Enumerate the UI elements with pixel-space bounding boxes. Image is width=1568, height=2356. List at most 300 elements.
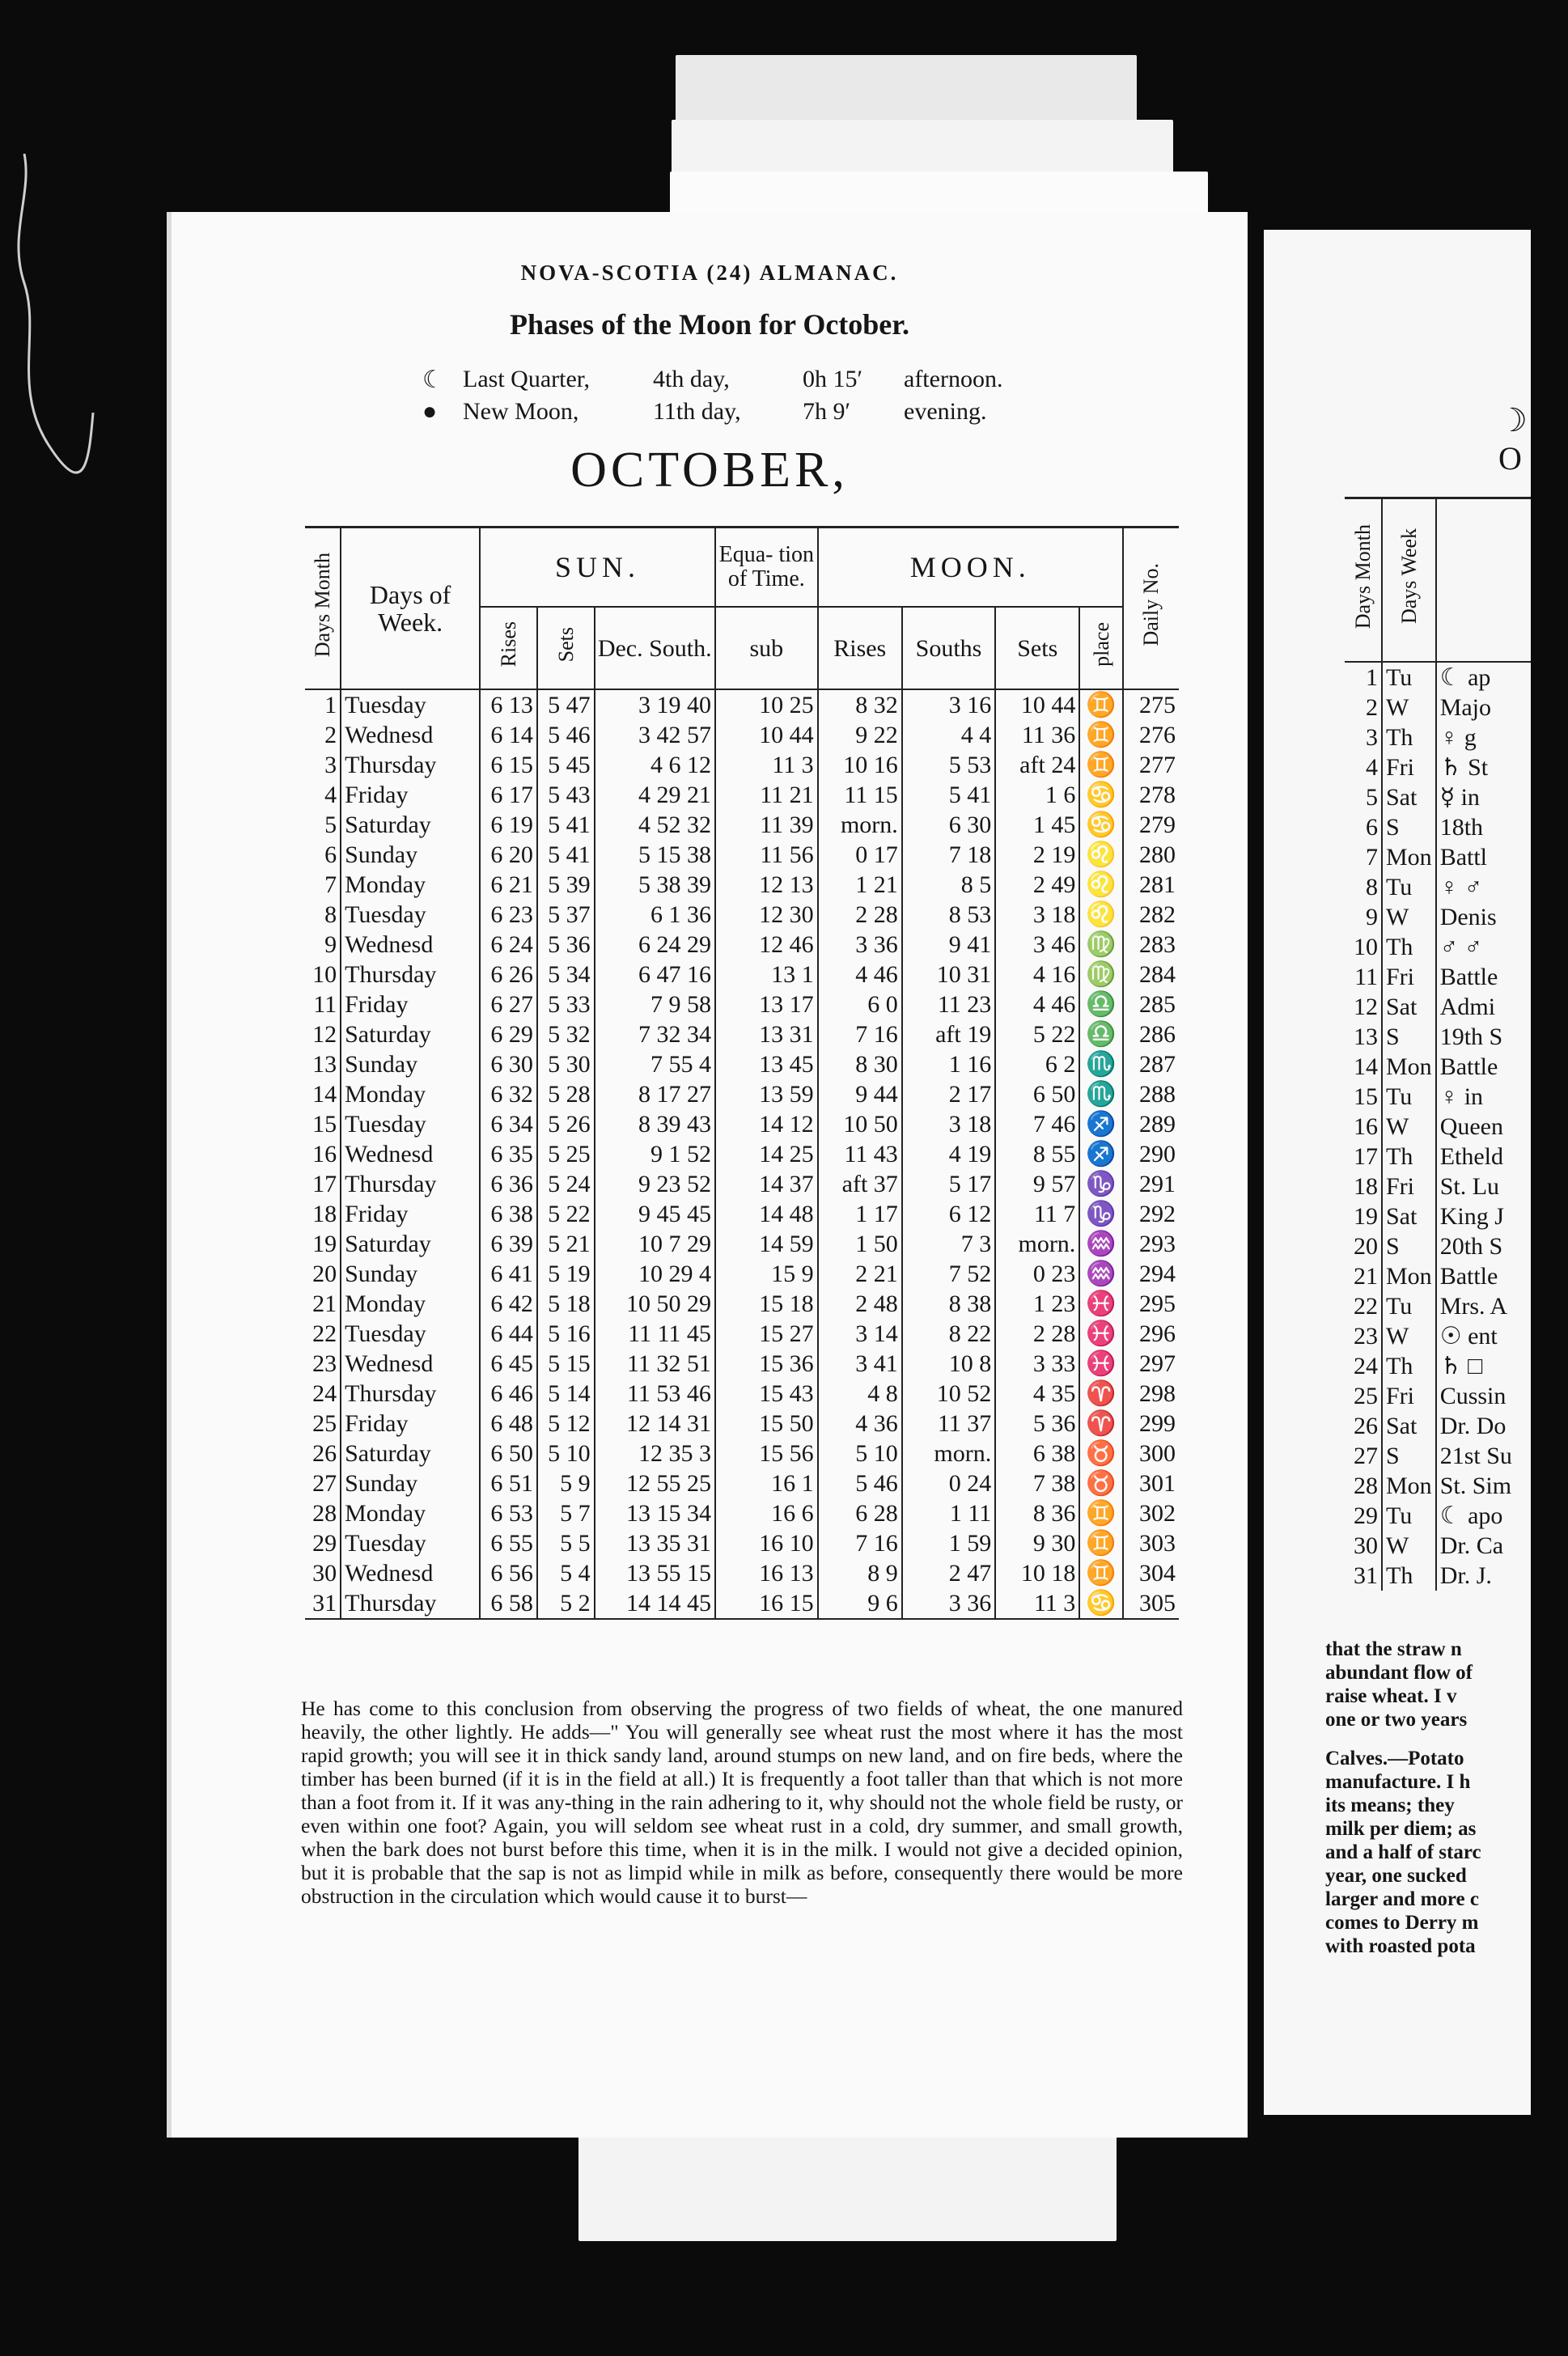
moon-souths: 8 22	[902, 1319, 995, 1349]
day-number: 11	[313, 991, 337, 1018]
adjacent-event: ☾ ap	[1436, 662, 1531, 693]
sun-sets: 5 16	[537, 1319, 595, 1349]
declination: 9 45 45	[595, 1199, 715, 1229]
table-row	[305, 1259, 1179, 1289]
sun-sets: 5 22	[537, 1199, 595, 1229]
page-tab-bottom	[578, 2136, 1117, 2241]
adjacent-event: Cussin	[1436, 1381, 1531, 1411]
moon-rises: 1 21	[818, 870, 902, 900]
declination: 7 55 4	[595, 1049, 715, 1079]
adjacent-text-b	[1325, 1747, 1568, 1958]
adjacent-day-number: 15	[1354, 1083, 1378, 1110]
sun-rises: 6 29	[480, 1019, 537, 1049]
table-row	[1345, 1172, 1531, 1201]
moon-sets: 6 38	[995, 1439, 1079, 1468]
almanac-header: NOVA-SCOTIA (24) ALMANAC.	[520, 261, 899, 285]
adjacent-day-number: 28	[1354, 1472, 1378, 1499]
moon-sets: 5 36	[995, 1409, 1079, 1439]
sun-sets: 5 21	[537, 1229, 595, 1259]
adjacent-event: Battle	[1436, 1052, 1531, 1082]
daily-number: 291	[1123, 1169, 1179, 1199]
daily-number: 279	[1123, 810, 1179, 840]
moon-place: ♓	[1079, 1319, 1123, 1349]
equation-time: 13 45	[715, 1049, 818, 1079]
moon-sets: 3 46	[995, 930, 1079, 960]
sun-rises: 6 56	[480, 1558, 537, 1588]
sun-rises: 6 13	[480, 689, 537, 720]
table-row	[1345, 992, 1531, 1022]
daily-number: 288	[1123, 1079, 1179, 1109]
adjacent-day-number: 5	[1366, 784, 1378, 811]
sun-rises: 6 46	[480, 1379, 537, 1409]
header-rises: Rises	[480, 607, 537, 689]
adjacent-day-of-week: Tu	[1382, 1291, 1436, 1321]
moon-rises: 8 32	[818, 689, 902, 720]
equation-time: 15 36	[715, 1349, 818, 1379]
adjacent-event: Queen	[1436, 1112, 1531, 1142]
equation-time: 16 1	[715, 1468, 818, 1498]
moon-souths: 5 41	[902, 780, 995, 810]
text-line: that the straw n	[1325, 1638, 1462, 1660]
adjacent-day-number: 26	[1354, 1413, 1378, 1439]
day-of-week: Saturday	[341, 1439, 480, 1468]
moon-rises: 9 22	[818, 720, 902, 750]
moon-souths: morn.	[902, 1439, 995, 1468]
sun-sets: 5 25	[537, 1139, 595, 1169]
moon-souths: 8 5	[902, 870, 995, 900]
sun-sets: 5 19	[537, 1259, 595, 1289]
almanac-page	[172, 212, 1248, 2138]
equation-time: 15 9	[715, 1259, 818, 1289]
day-number: 25	[312, 1410, 337, 1437]
header-sub: sub	[715, 607, 818, 689]
adjacent-event: 20th S	[1436, 1231, 1531, 1261]
day-of-week: Saturday	[341, 810, 480, 840]
day-of-week: Friday	[341, 989, 480, 1019]
table-row	[305, 1468, 1179, 1498]
adjacent-day-of-week: Tu	[1382, 1501, 1436, 1531]
declination: 9 1 52	[595, 1139, 715, 1169]
day-of-week: Tuesday	[341, 1109, 480, 1139]
page-tab-top	[676, 55, 1137, 128]
sun-rises: 6 27	[480, 989, 537, 1019]
daily-number: 283	[1123, 930, 1179, 960]
adjacent-day-of-week: Tu	[1382, 662, 1436, 693]
moon-souths: 10 52	[902, 1379, 995, 1409]
daily-number: 294	[1123, 1259, 1179, 1289]
table-row	[305, 1498, 1179, 1528]
table-row	[305, 989, 1179, 1019]
daily-number: 297	[1123, 1349, 1179, 1379]
moon-sets: 4 35	[995, 1379, 1079, 1409]
moon-souths: aft 19	[902, 1019, 995, 1049]
table-row	[1345, 1471, 1531, 1501]
table-row	[1345, 662, 1531, 693]
moon-sets: 5 22	[995, 1019, 1079, 1049]
phase-day: 11th day,	[653, 398, 741, 425]
adjacent-event: St. Sim	[1436, 1471, 1531, 1501]
moon-rises: 0 17	[818, 840, 902, 870]
declination: 10 50 29	[595, 1289, 715, 1319]
adjacent-day-number: 24	[1354, 1353, 1378, 1379]
day-of-week: Monday	[341, 1289, 480, 1319]
equation-time: 12 30	[715, 900, 818, 930]
day-of-week: Tuesday	[341, 1528, 480, 1558]
equation-time: 13 1	[715, 960, 818, 989]
text-line: Calves.—Potato	[1325, 1748, 1464, 1769]
adjacent-day-of-week: Tu	[1382, 1082, 1436, 1112]
adjacent-day-of-week: Mon	[1382, 1261, 1436, 1291]
equation-time: 14 12	[715, 1109, 818, 1139]
day-number: 4	[324, 782, 337, 808]
daily-number: 285	[1123, 989, 1179, 1019]
moon-rises: 2 48	[818, 1289, 902, 1319]
moon-souths: 7 18	[902, 840, 995, 870]
adjacent-day-number: 1	[1366, 664, 1378, 691]
table-row	[305, 1588, 1179, 1619]
moon-rises: 2 28	[818, 900, 902, 930]
sun-rises: 6 30	[480, 1049, 537, 1079]
sun-sets: 5 14	[537, 1379, 595, 1409]
adjacent-day-of-week: Sat	[1382, 992, 1436, 1022]
moon-sets: 2 19	[995, 840, 1079, 870]
table-row	[1345, 842, 1531, 872]
sun-rises: 6 19	[480, 810, 537, 840]
moon-sets: 8 36	[995, 1498, 1079, 1528]
moon-rises: 11 15	[818, 780, 902, 810]
moon-place: ♓	[1079, 1289, 1123, 1319]
adjacent-day-of-week: Mon	[1382, 1052, 1436, 1082]
moon-rises: 3 36	[818, 930, 902, 960]
moon-souths: 7 52	[902, 1259, 995, 1289]
moon-rises: 11 43	[818, 1139, 902, 1169]
table-row	[305, 840, 1179, 870]
moon-souths: 8 38	[902, 1289, 995, 1319]
declination: 6 24 29	[595, 930, 715, 960]
daily-number: 305	[1123, 1588, 1179, 1619]
sun-rises: 6 32	[480, 1079, 537, 1109]
day-number: 16	[312, 1141, 337, 1167]
daily-number: 304	[1123, 1558, 1179, 1588]
adjacent-day-number: 20	[1354, 1233, 1378, 1260]
day-of-week: Tuesday	[341, 1319, 480, 1349]
adjacent-day-of-week: Sat	[1382, 1201, 1436, 1231]
table-row	[305, 1049, 1179, 1079]
moon-rises: morn.	[818, 810, 902, 840]
equation-time: 11 21	[715, 780, 818, 810]
table-row	[305, 1409, 1179, 1439]
table-row	[1345, 1561, 1531, 1591]
moon-sets: 6 50	[995, 1079, 1079, 1109]
moon-souths: 2 17	[902, 1079, 995, 1109]
table-row	[1345, 932, 1531, 962]
day-of-week: Tuesday	[341, 689, 480, 720]
day-of-week: Monday	[341, 1079, 480, 1109]
sun-rises: 6 58	[480, 1588, 537, 1619]
adjacent-day-number: 27	[1354, 1443, 1378, 1469]
month-title: OCTOBER,	[570, 443, 849, 498]
sun-rises: 6 44	[480, 1319, 537, 1349]
adjacent-day-number: 29	[1354, 1502, 1378, 1529]
day-number: 23	[312, 1350, 337, 1377]
moon-place: ♋	[1079, 1588, 1123, 1619]
sun-sets: 5 7	[537, 1498, 595, 1528]
adjacent-text-a	[1325, 1638, 1568, 1731]
adjacent-event: King J	[1436, 1201, 1531, 1231]
table-row	[1345, 1381, 1531, 1411]
day-of-week: Friday	[341, 780, 480, 810]
equation-time: 15 43	[715, 1379, 818, 1409]
adjacent-day-of-week: S	[1382, 1231, 1436, 1261]
table-row	[305, 1289, 1179, 1319]
moon-sets: morn.	[995, 1229, 1079, 1259]
adjacent-day-number: 13	[1354, 1023, 1378, 1050]
adjacent-day-of-week: W	[1382, 1531, 1436, 1561]
table-row	[305, 1109, 1179, 1139]
moon-place: ♐	[1079, 1139, 1123, 1169]
adjacent-header-events	[1436, 498, 1531, 663]
day-of-week: Sunday	[341, 1049, 480, 1079]
adjacent-day-of-week: Th	[1382, 1351, 1436, 1381]
equation-time: 11 56	[715, 840, 818, 870]
sun-rises: 6 41	[480, 1259, 537, 1289]
phases-title: Phases of the Moon for October.	[510, 308, 909, 341]
table-row	[1345, 1082, 1531, 1112]
day-of-week: Thursday	[341, 1169, 480, 1199]
table-row	[1345, 1261, 1531, 1291]
table-row	[1345, 1501, 1531, 1531]
moon-sets: 9 30	[995, 1528, 1079, 1558]
phase-time: 0h 15′	[803, 366, 863, 392]
adjacent-day-of-week: W	[1382, 902, 1436, 932]
header-place: place	[1079, 607, 1123, 689]
table-row	[305, 900, 1179, 930]
moon-souths: 11 23	[902, 989, 995, 1019]
moon-sets: aft 24	[995, 750, 1079, 780]
daily-number: 277	[1123, 750, 1179, 780]
table-row	[1345, 1351, 1531, 1381]
adjacent-day-of-week: Fri	[1382, 1172, 1436, 1201]
moon-sets: 7 46	[995, 1109, 1079, 1139]
table-row	[305, 1558, 1179, 1588]
table-row	[1345, 1411, 1531, 1441]
daily-number: 298	[1123, 1379, 1179, 1409]
header-days-week: Days of Week.	[341, 528, 480, 690]
moon-place: ♊	[1079, 1498, 1123, 1528]
moon-sets: 11 3	[995, 1588, 1079, 1619]
day-number: 17	[312, 1171, 337, 1197]
equation-time: 11 39	[715, 810, 818, 840]
moon-place: ♎	[1079, 1019, 1123, 1049]
phase-time: 7h 9′	[803, 398, 851, 425]
moon-place: ♌	[1079, 870, 1123, 900]
moon-place: ♉	[1079, 1468, 1123, 1498]
declination: 6 47 16	[595, 960, 715, 989]
moon-place: ♏	[1079, 1079, 1123, 1109]
table-row	[305, 1139, 1179, 1169]
sun-rises: 6 23	[480, 900, 537, 930]
adjacent-header-days-week: Days Week	[1382, 498, 1436, 663]
adjacent-day-number: 10	[1354, 934, 1378, 960]
moon-souths: 10 8	[902, 1349, 995, 1379]
sun-sets: 5 33	[537, 989, 595, 1019]
adjacent-event: Denis	[1436, 902, 1531, 932]
adjacent-event: ♀ g	[1436, 722, 1531, 752]
sun-sets: 5 28	[537, 1079, 595, 1109]
moon-sets: 10 44	[995, 689, 1079, 720]
declination: 4 52 32	[595, 810, 715, 840]
text-line: one or two years	[1325, 1709, 1468, 1731]
sun-sets: 5 41	[537, 810, 595, 840]
equation-time: 15 56	[715, 1439, 818, 1468]
daily-number: 282	[1123, 900, 1179, 930]
table-row	[1345, 782, 1531, 812]
table-row	[1345, 1531, 1531, 1561]
adjacent-day-of-week: S	[1382, 1441, 1436, 1471]
adjacent-event: Dr. Ca	[1436, 1531, 1531, 1561]
declination: 3 19 40	[595, 689, 715, 720]
sun-rises: 6 35	[480, 1139, 537, 1169]
phase-name: New Moon,	[463, 398, 579, 425]
daily-number: 290	[1123, 1139, 1179, 1169]
daily-number: 289	[1123, 1109, 1179, 1139]
adjacent-event: ♄ St	[1436, 752, 1531, 782]
adjacent-day-of-week: Fri	[1382, 752, 1436, 782]
daily-number: 284	[1123, 960, 1179, 989]
daily-number: 300	[1123, 1439, 1179, 1468]
sun-rises: 6 38	[480, 1199, 537, 1229]
moon-sets: 6 2	[995, 1049, 1079, 1079]
sun-sets: 5 32	[537, 1019, 595, 1049]
daily-number: 287	[1123, 1049, 1179, 1079]
calendar-table	[305, 526, 1179, 1620]
moon-souths: 0 24	[902, 1468, 995, 1498]
adjacent-event: Dr. J.	[1436, 1561, 1531, 1591]
moon-souths: 1 16	[902, 1049, 995, 1079]
declination: 5 38 39	[595, 870, 715, 900]
table-row	[305, 689, 1179, 720]
adjacent-day-of-week: Fri	[1382, 962, 1436, 992]
sun-rises: 6 20	[480, 840, 537, 870]
declination: 10 29 4	[595, 1259, 715, 1289]
equation-time: 12 13	[715, 870, 818, 900]
moon-place: ♍	[1079, 930, 1123, 960]
moon-rises: 4 46	[818, 960, 902, 989]
header-moon-souths: Souths	[902, 607, 995, 689]
sun-rises: 6 55	[480, 1528, 537, 1558]
text-line: raise wheat. I v	[1325, 1685, 1457, 1707]
binding-string	[0, 146, 105, 485]
moon-place: ♍	[1079, 960, 1123, 989]
moon-rises: aft 37	[818, 1169, 902, 1199]
table-row	[305, 1199, 1179, 1229]
adjacent-day-number: 11	[1354, 964, 1378, 990]
phase-period: afternoon.	[904, 366, 1003, 392]
table-row	[305, 1169, 1179, 1199]
sun-rises: 6 34	[480, 1109, 537, 1139]
moon-sets: 4 46	[995, 989, 1079, 1019]
moon-rises: 5 10	[818, 1439, 902, 1468]
daily-number: 295	[1123, 1289, 1179, 1319]
daily-number: 278	[1123, 780, 1179, 810]
table-row	[305, 720, 1179, 750]
adjacent-event: ♀ ♂	[1436, 872, 1531, 902]
table-row	[1345, 722, 1531, 752]
equation-time: 16 6	[715, 1498, 818, 1528]
day-number: 18	[312, 1201, 337, 1227]
table-row	[1345, 693, 1531, 722]
header-equation: Equa- tion of Time.	[715, 528, 818, 608]
sun-sets: 5 2	[537, 1588, 595, 1619]
moon-rises: 8 9	[818, 1558, 902, 1588]
day-of-week: Thursday	[341, 960, 480, 989]
moon-sets: 0 23	[995, 1259, 1079, 1289]
moon-place: ♋	[1079, 780, 1123, 810]
moon-place: ♊	[1079, 750, 1123, 780]
table-row	[305, 1229, 1179, 1259]
sun-sets: 5 41	[537, 840, 595, 870]
day-number: 12	[312, 1021, 337, 1048]
moon-sets: 1 6	[995, 780, 1079, 810]
adjacent-day-number: 21	[1354, 1263, 1378, 1290]
adjacent-day-number: 18	[1354, 1173, 1378, 1200]
equation-time: 13 31	[715, 1019, 818, 1049]
text-line: larger and more c	[1325, 1888, 1480, 1910]
adjacent-day-number: 9	[1366, 904, 1378, 930]
declination: 11 32 51	[595, 1349, 715, 1379]
moon-place: ♈	[1079, 1409, 1123, 1439]
sun-sets: 5 5	[537, 1528, 595, 1558]
table-row	[305, 1019, 1179, 1049]
day-number: 8	[324, 901, 337, 928]
moon-place: ♏	[1079, 1049, 1123, 1079]
day-of-week: Friday	[341, 1199, 480, 1229]
declination: 3 42 57	[595, 720, 715, 750]
adjacent-day-number: 17	[1354, 1143, 1378, 1170]
day-number: 5	[324, 811, 337, 838]
day-number: 1	[324, 692, 337, 718]
adjacent-event: ♀ in	[1436, 1082, 1531, 1112]
daily-number: 276	[1123, 720, 1179, 750]
table-row	[1345, 1231, 1531, 1261]
adjacent-day-number: 3	[1366, 724, 1378, 751]
declination: 9 23 52	[595, 1169, 715, 1199]
adjacent-day-of-week: Sat	[1382, 1411, 1436, 1441]
text-line: abundant flow of	[1325, 1662, 1473, 1684]
table-row	[1345, 962, 1531, 992]
day-of-week: Thursday	[341, 750, 480, 780]
day-number: 19	[312, 1231, 337, 1257]
moon-sets: 11 36	[995, 720, 1079, 750]
header-moon: MOON.	[818, 528, 1123, 608]
adjacent-event: Majo	[1436, 693, 1531, 722]
table-row	[1345, 872, 1531, 902]
adjacent-event: Mrs. A	[1436, 1291, 1531, 1321]
moon-place: ♊	[1079, 1558, 1123, 1588]
moon-place: ♐	[1079, 1109, 1123, 1139]
text-line: and a half of starc	[1325, 1841, 1481, 1863]
moon-place: ♓	[1079, 1349, 1123, 1379]
declination: 11 53 46	[595, 1379, 715, 1409]
declination: 8 39 43	[595, 1109, 715, 1139]
sun-sets: 5 39	[537, 870, 595, 900]
adjacent-day-number: 6	[1366, 814, 1378, 841]
table-row	[305, 870, 1179, 900]
moon-rises: 7 16	[818, 1528, 902, 1558]
adjacent-page	[1264, 230, 1531, 2115]
adjacent-day-number: 4	[1366, 754, 1378, 781]
moon-souths: 8 53	[902, 900, 995, 930]
